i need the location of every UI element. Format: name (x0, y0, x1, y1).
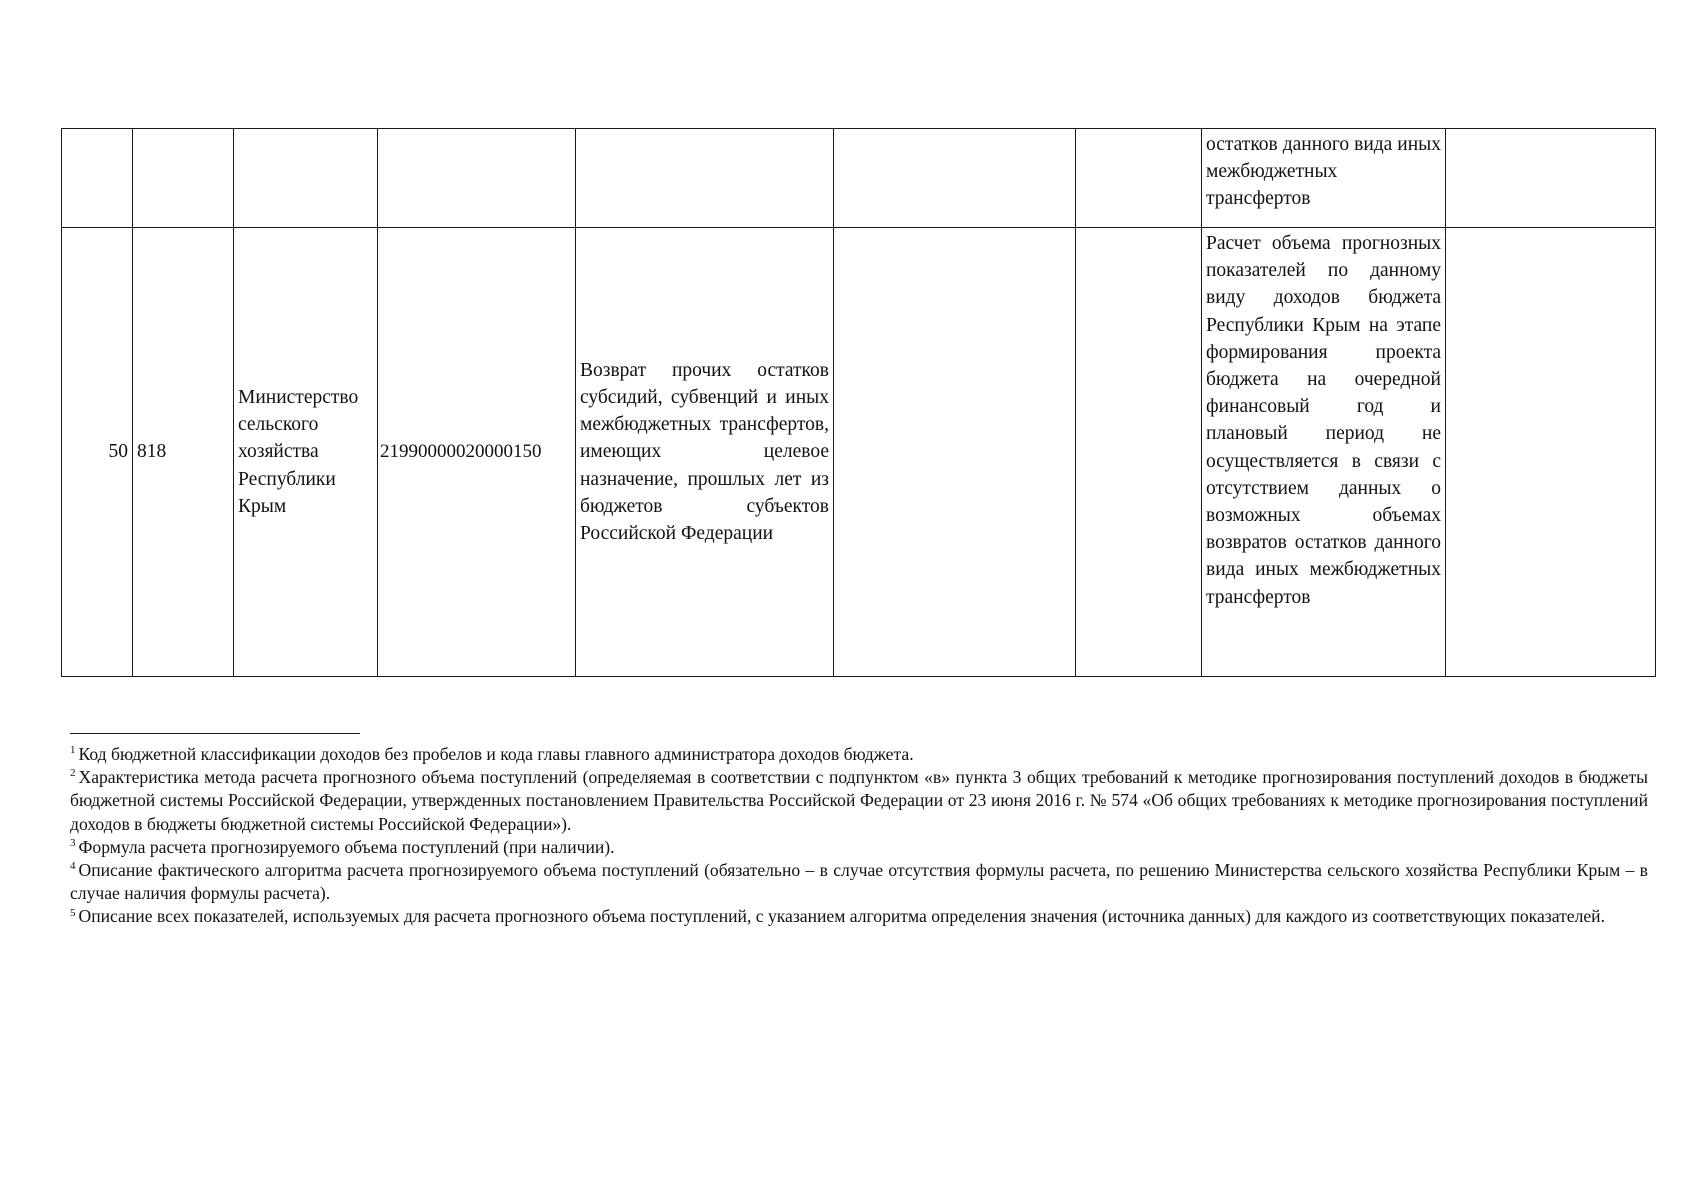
row-code: 818 (133, 228, 234, 677)
row-administrator: Министерство сельского хозяйства Республики Крым (234, 228, 378, 677)
footnote-1 (70, 743, 1648, 766)
cell-number (62, 129, 133, 228)
row-revenue-name: Возврат прочих остатков субсидий, субвенций и иных межбюджетных трансфертов, имеющих целевое назначение, прошлых лет из бюджетов субъектов Российской Федерации (576, 228, 834, 677)
footnote-text: Код бюджетной классификации доходов без пробелов и кода главы главного администратора доходов бюджета. (78, 744, 914, 764)
footnote-text: Характеристика метода расчета прогнозного объема поступлений (определяемая в соответствии с подпунктом «в» пункта 3 общих требований к методике прогнозирования поступлений доходов в бюджеты бюджетной системы Российской Федерации, утвержденных постановлением Правительства Российской Федерации от 23 июня 2016 г. № 574 «Об общих требованиях к методике прогнозирования поступлений доходов в бюджеты бюджетной системы Российской Федерации»). (70, 767, 1648, 834)
row-empty-1 (834, 228, 1076, 677)
cell-empty-2 (1076, 129, 1202, 228)
row-number: 50 (62, 228, 133, 677)
footnote-3 (70, 836, 1648, 859)
footnote-separator (70, 733, 360, 734)
footnote-text: Описание всех показателей, используемых для расчета прогнозного объема поступлений, с указанием алгоритма определения значения (источника данных) для каждого из соответствующих показателей. (78, 906, 1605, 927)
cell-empty-3 (1446, 129, 1656, 228)
cell-empty-1 (834, 129, 1076, 228)
footnote-2 (70, 766, 1648, 836)
cell-revenue-name (576, 129, 834, 228)
table-row-continuation (62, 129, 1656, 228)
row-kbk: 21990000020000150 (378, 228, 576, 677)
revenue-forecast-table (61, 128, 1656, 677)
footnotes (70, 743, 1648, 929)
cell-administrator (234, 129, 378, 228)
footnote-4 (70, 859, 1648, 905)
footnote-mark: 3 (70, 836, 76, 849)
footnote-mark: 4 (70, 860, 76, 873)
footnote-mark: 1 (70, 744, 76, 757)
table-row (62, 228, 1656, 677)
footnote-5 (70, 905, 1648, 928)
footnote-mark: 2 (70, 767, 76, 780)
footnote-text: Описание фактического алгоритма расчета прогнозируемого объема поступлений (обязательно – в случае отсутствия формулы расчета, по решению Министерства сельского хозяйства Республики Крым – в случае наличия формулы расчета). (70, 860, 1648, 904)
cell-code (133, 129, 234, 228)
row-empty-2 (1076, 228, 1202, 677)
footnote-text: Формула расчета прогнозируемого объема поступлений (при наличии). (78, 836, 615, 857)
footnote-mark: 5 (70, 906, 76, 919)
row-method-text: Расчет объема прогнозных показателей по данному виду доходов бюджета Республики Крым на этапе формирования проекта бюджета на очередной финансовый год и плановый период не осуществляется в связи с отсутствием данных о возможных объемах возвратов остатков данного вида иных межбюджетных трансфертов (1202, 228, 1446, 677)
row-empty-3 (1446, 228, 1656, 677)
cell-kbk (378, 129, 576, 228)
cell-method-text: остатков данного вида иных межбюджетных трансфертов (1202, 129, 1446, 228)
